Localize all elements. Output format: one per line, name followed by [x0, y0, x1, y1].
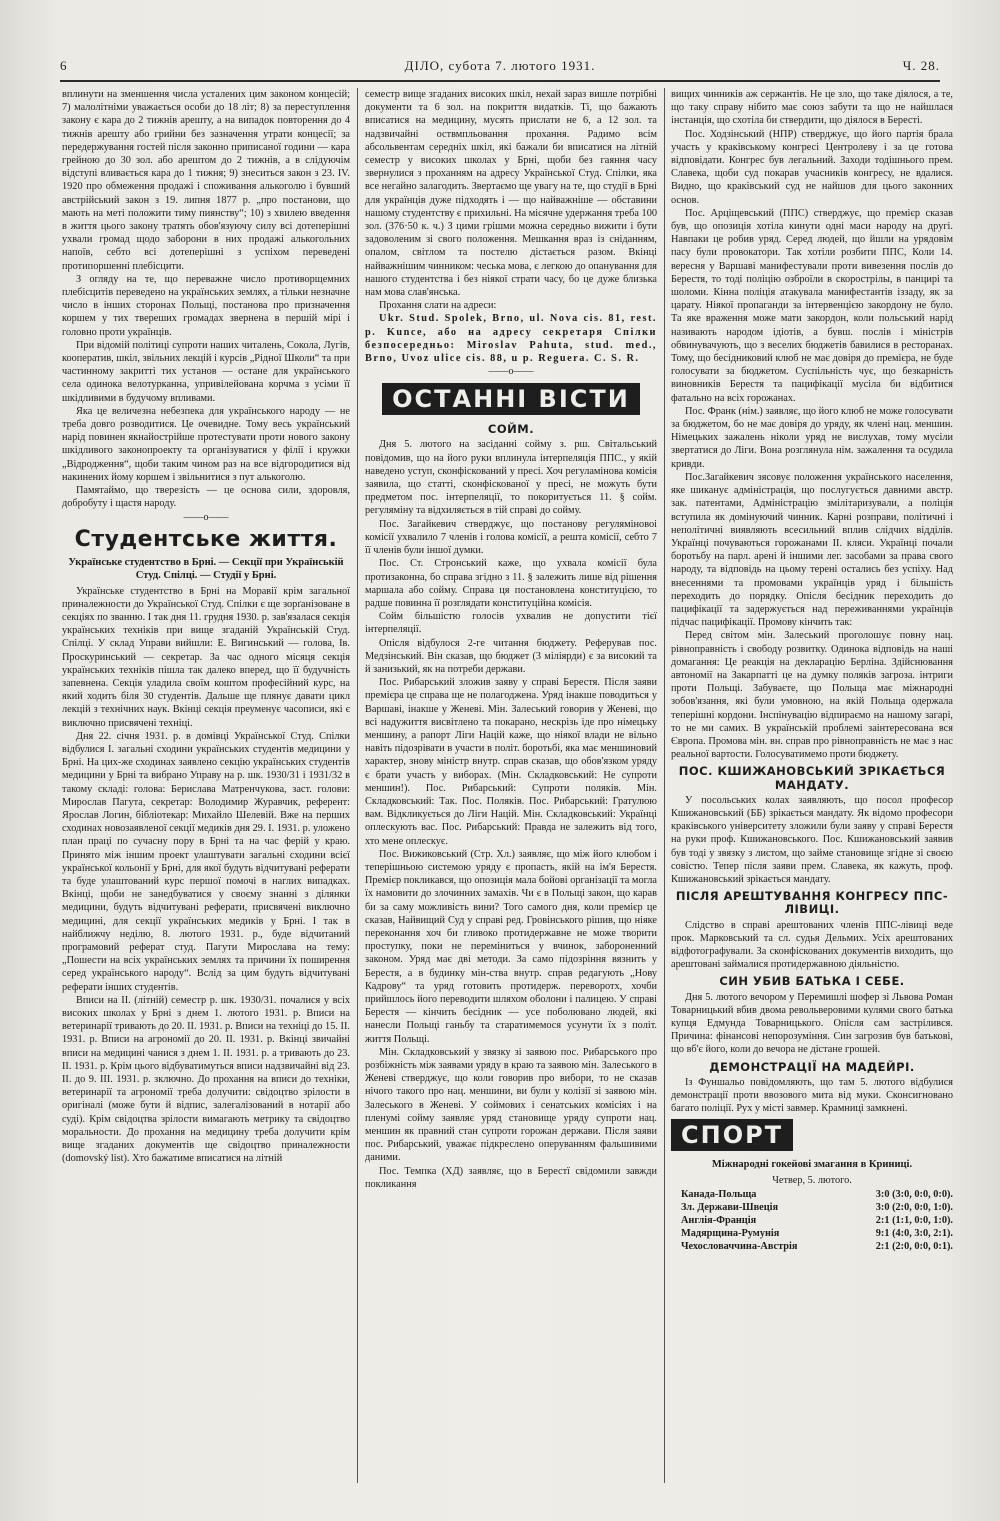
paragraph: Пос. Франк (нім.) заявляє, що його клюб не може голосувати за бюджетом, бо не має довіря до уряду, як члені нац. меншин. Німецьких зажалень ніколи уряд не вислухав, тому мусіли звертатися до Ліги. Вона розглянула нім. зажалення та осудила кривди. [671, 405, 953, 470]
paragraph: З огляду на те, що переважне число противорщемних плебісцитів переведено на українських землях, а тільки незначне число в інших сторонах Польщі, постанова про призначення коршем у тих твереших громадах звернена в першій мірі і головно проти українців. [62, 273, 350, 338]
match-name: Чехословаччина-Австрія [681, 1241, 798, 1253]
match-name: Англія-Франція [681, 1215, 757, 1227]
paragraph: Дня 5. лютого на засіданні сойму з. рш. Світальський повідомив, що на його руки вплинула інтерпеляція ППС., у якій наведено уступ, сконфіскований у пресі. Хоч регуламінова комісія заявила, що статті, сконфіскованої у пресі, не можуть бути предметом пос. інтерпеляції, то покоритується 11. § сойм. регуляміну та відхиляється в тій справі до сойму. [365, 439, 657, 517]
results-list [671, 1188, 953, 1254]
column-3 [671, 88, 953, 1508]
address: Ukr. Stud. Spolek, Brno, ul. Nova cis. 81, rest. p. Kunce, або на адресу секретаря Спілки безпосередньо: Miroslav Pahuta, stud. med., Brno, Uvoz ulice cis. 88, u p. Reguera. C. S. R. [365, 313, 657, 365]
sport-date: Четвер, 5. лютого. [772, 1175, 852, 1187]
paragraph: Прохання слати на адреси: [379, 300, 497, 312]
sport-banner: СПОРТ [671, 1119, 793, 1151]
match-name: Канада-Польща [681, 1188, 757, 1200]
issue-number: Ч. 28. [902, 58, 940, 73]
paragraph: Пос. Загайкевич стверджує, що постанову регуляміновоi комісії ухвалило 7 членів і голова комісії, а решта комісії, себто 7 її членів були іншої думки. [365, 518, 657, 557]
paragraph: Опісля відбулося 2-ге читання бюджету. Реферував пос. Медзінський. Він сказав, що бюджет (3 міліярди) є за високий та й занизький, як на потреби держави. [365, 637, 657, 675]
paragraph: Пос. Рибарський зложив заяву у справі Берестя. Після заяви премієра це справа ще не полагоджена. Уряд інакше поводиться у Варшаві, інакше у Женеві. Мін. Залеський говорив у Женеві, що всі надужиття висвітлено та покарано, нескрізь іде про німецьку меншину, а рапорт Ліги Націй каже, що ніякої влади не вільно навіть підозрівати в участи в політ. боротьбі, яка має меншиновий характер, знову міністр внутр. справ сказав, що обов'язком уряду є брати участь у виборах. (Мін. Складковський: Не супроти меншин!). Пос. Рибарський: Супроти поляків. Мін. Складковський: Так. Пос. Поляків. Пос. Рибарський: Гратулюю вам. Відкликується до Ліги Націй. Мін. Складковський: Українці оплескують вас. Пос. Рибарський: Правда не залежить від того, хто мене оплескує. [365, 677, 657, 847]
paragraph: Вписи на ІІ. (літній) семестр р. шк. 1930/31. почалися у всіх високих школах у Брні з днем 1. лютого 1931. р. Вписи на ветеринарії тривають до 20. ІІ. 1931. р. Вписи на техніці до 15. ІІ. 1931. р. Вписи на агрономії до 20. ІІ. 1931. р. Вкінці звичайні вписи на медицині чанися з днем 1. ІІ. 1931. р. а тривають до 23. ІІ. 1931. р. Крім цього відбуватимуться вписи надзвичайні від 23. ІІ. до 9. ІІІ. 1931. р. зключно. До прохання на вписи до техніки, ветеринарії та агрономії треба долучити: свідоцтво зрілости в оригіналі (може бути й відпис, залегалізований в нотарії або суді). Крім свідоцтва зрілости вимагають метрику та свідоцтво моральности. До прохання на медицину треба долучити крім вище згаданих документів ще свідоцтво приналежности (domovský list). Хто бажатиме вписатися на літній [62, 994, 350, 1165]
result-row [671, 1227, 953, 1240]
paragraph: Сойм більшістю голосів ухвалив не допустити тієї інтерпеляції. [365, 611, 657, 636]
paragraph: семестр вище згаданих високих шкіл, нехай зараз вишле потрібні документи та 6 зол. на покриття видатків. Ті, що бажають вписатися на медицину, мусять прислати не 6, а 12 зол. та надзвичайні оствмпльовання прохання. Радимо всім абсольвентам середніх шкіл, які бажали би вписатися на літній семестр у високих школах у Брні, щоби без гаяння часу звернулися з проханням на адресу Української Студ. Спілки, яка все негайно залагодить. Звертаємо ще увагу на те, що студії в Брні для українців дуже підходять і — що найважніше — обставини нашому студентству є прихильні. На місячне удержання треба 100 зол. (376·50 к. ч.) З цими грішми можна середньо вижити і бути задоволеним зі свого положення. Мешкання враз із сніданням, опалом, світлом та постелю дістається разом. Вкінці найважнішим чинником: чеська мова, є легкою до опанування для нашого студентства і без ніякої страти часу, бо це дуже близька нам мова слав'янська. [365, 89, 657, 299]
paragraph: У посольських колах заявляють, що посол професор Кшижановський (ББ) зрікається мандату. Як відомо професори краківського університету зложили були заяву у справі Берестя на руки проф. Кшижановського. Пос. Кшижановський заявив був тоді у звязку з листом, що займе становище згідне зі своєю совістю. Тепер після заяви прем. Славека, як кажуть, проф. Кшижановський зрікається мандату. [671, 794, 953, 885]
paragraph: вплинути на зменшення числа усталених цим законом концесій; 7) малолітніми уважається особи до 18 літ; 8) за переступлення закону є кара до 2 тижнів арешту, а на випадок повторення до 4 тижнів арешту або грийни без зазначення утрати концесії; за передержування гостей після законно приписаної години — кара грейною до 30 зол. або арештом до 2 тижнів, а в слідуючім відступі вливається кара до 1 тижня; 9) знеситься закон з 23. IV. 1920 про обмеження продажі і споживання алькоголю і бувший австрійський закон з 19. липня 1877 р. „про постанови, що мають на меті положити тиму пиянству“; 10) з хвилею введення в життя цього закону тратять обов'язуючу силу всі дотеперішні ухвали громад щодо заборони в них продажі алькогольних напоїв, себто всі дотеперішні з успіхом переведені протипоршенні плебісцити. [62, 89, 350, 272]
paragraph: Пос. Ст. Стронський каже, що ухвала комісії була протизаконна, бо справа згідно з 11. § залежить лише від рішення маршала або сойму. Справа ця постановлена конституцією, то радше повинна її розглядати конституційна комісія. [365, 558, 657, 609]
match-name: Зл. Держави-Швеція [681, 1201, 779, 1213]
headline-pps-arrest: ПІСЛЯ АРЕШТУВАННЯ КОНГРЕСУ ППС-ЛІВИЦІ. [675, 889, 949, 917]
sport-subtitle: Міжнародні гокейові змагання в Криниці. [711, 1159, 913, 1171]
headline-madeira: ДЕМОНСТРАЦІЇ НА МАДЕЙРІ. [709, 1059, 915, 1074]
column-divider [357, 88, 358, 1483]
paragraph: Памятаймо, що тверезість — це основа сили, здоровля, добробуту і щастя народу. [62, 485, 350, 510]
latest-news-banner: ОСТАННІ ВІСТИ [382, 383, 640, 415]
match-score: 3:0 (2:0, 0:0, 1:0). [875, 1201, 953, 1213]
header-rule [60, 80, 940, 82]
article-subtitle: Українське студентство в Брні. — Секції при Українській Студ. Спілці. — Студії у Брні. [68, 556, 344, 581]
paragraph: вищих чинників аж сержантів. Не це зло, що таке діялося, а те, що таку справу нібито має союз забути та що не найшлася інстанція, що схотіла би ствердити, що діялося в Бересті. [671, 89, 953, 127]
paragraph: Перед світом мін. Залеський проголошує повну нац. рівноправність і свободу розвитку. Одинока відповідь на наші домагання: Це реакція на декларацію Берліна. Здійснювання автономії на Закарпатті це на думку поляків загроза. інтриги проти Польщі. Забуваєте, що Польща має міжнародні зобов'язання, які були умовною, на якій Польща одержала теперішні кордони. Інспінувацію відпираємо на нашому загарі, то не ми самих. В українській проблемі заінтересована вся Європа. Промова мін. вн. справ про рівноправність не має з нас реальної вартости. Голосуватимемо проти бюджету. [671, 630, 953, 761]
page-number: 6 [60, 58, 68, 73]
paragraph: Пос. Вижиковський (Стр. Хл.) заявляє, що між його клюбом і теперішньою системою уряду є пропасть, якій на ім'я Берестя. Премієр покликався, що опозиція мала бойові організації та могла їх намовити до злочинних замахів. Чи є в Польщі закон, що карав би за саму можливість вини? Того самого дня, коли премієр це сказав, Найвищий Суд у справі ред. Гровінського рішив, що ніяке переконання хоч би гливоко протидержавне не може творити проступку, поки не переміниться у вчинок, забороненний законом. Уряд має дві методи. За само підозріння вязнить у Берестя, а в будинку мін-ства внутр. справ редагують „Нову Кадрову“ та уряд готовить протидерж. переворотх, хочби прийшлось його переводити шляхом оболони і палицею. У справі Берестя — кінчить бесідник — усе поболювано людей, які нанесли Польщі ганьбу та старатимемося усунути їх з політ. життя Польщі. [365, 848, 657, 1045]
paragraph: Яка це величезна небезпека для українського народу — не треба довго розводитися. Це очевидне. Тому весь український нарід повинен якнайострійше протестувати проти нового закону шкідливого законопроекту та організуватися у філії і кружки „Відродження“, щоби таким чином раз на все відгородитися від накинених йому коршем і звільнитися з пут алькоголю. [62, 405, 350, 483]
match-score: 9:1 (4:0, 3:0, 2:1). [875, 1228, 953, 1240]
result-row [671, 1240, 953, 1253]
column-1 [62, 88, 350, 1508]
divider-ornament: ——o—— [488, 366, 534, 378]
headline-kshyzhanovsky: ПОС. КШИЖАНОВСЬКИЙ ЗРІКАЄТЬСЯ МАНДАТУ. [678, 764, 946, 792]
divider-ornament: ——o—— [183, 511, 229, 523]
match-score: 2:1 (1:1, 0:0, 1:0). [875, 1215, 953, 1227]
sejm-heading: СОЙМ. [487, 422, 535, 437]
column-2 [365, 88, 657, 1508]
result-row [671, 1188, 953, 1201]
paragraph: Пос. Ходзінський (НПР) стверджує, що його партія брала участь у краківському конгресі Центролеву і за це готова відповідати. Конгрес був легальний. Заходи тодішнього прем. Славека, щоби суд покарав учасників конгресу, не вдалися. Видно, що краківський суд не найшов для цього законних основ. [671, 128, 953, 206]
column-divider [664, 88, 665, 1483]
paragraph: При відомій політиці супроти наших читалень, Сокола, Лугів, кооператив, шкіл, звільних лекцій і курсів „Рідної Школи“ та при частинному закритті тих установ — остане для українського села одинока велотурканна, упривілейована корчма з усіми її шкідливими в будучому впливами. [62, 339, 350, 404]
match-score: 2:1 (2:0, 0:0, 0:1). [875, 1241, 953, 1253]
paragraph: Мін. Складковський у звязку зі заявою пос. Рибарського про розбіжність між заявами уряду в краю та заявою мін. Залеського в Женеві стверджує, що коли говорив про вибори, то не сказав нічого такого про нац. меншини, ви були у колізії зі заявою мін. Залеського в Женеві. У соймових і сенатських комісіях і на пленумі сойму заявляє уряд становище уряду супроти нац. меншин як правний стан супроти горожан держави. Після заяви пос. Рибарський, уважає підкреслено оперуванням фальшивими даними. [365, 1046, 657, 1164]
headline-son-killed-father: СИН УБИВ БАТЬКА І СЕБЕ. [719, 974, 905, 989]
paragraph: Українське студентство в Брні на Моравії крім загальної приналежности до Української Студ. Спілки є ще зорґанізоване в секціях по званню. І так дня 11. грудня 1930. р. зав'язалася секція українських техніків при вище згаданій Українській Студ. Спілці. У склад Управи вийшли: Е. Вигинський — голова, Ів. Проскуринський — секретар. За час одного місяця секція українських техніків пішла так далеко вперед, що її будучність запевнена. Секція уладила своїм коштом професійний курс, на який ходить біля 30 студентів. Дальше ще плянує давати цикл лекцій з технічних наук. Вкінці секція преуменує часописи, які є виключно присвячені техніці. [62, 585, 350, 729]
masthead: ДІЛО, субота 7. лютого 1931. [404, 58, 596, 73]
paragraph: Пос.Загайкевич зясовує положення українського населення, яке шиканує адміністрація, що послугується давними австр. зак. патентами, Адміністрацію змілітаризували, а поліція вступила як домінуючий чинник. Карні розправи, політичні і неполітичні виявляють всесильний вплив слідчих відділів. Українці почуваються горожанами ІІ. кляси. Українці почали боротьбу на парл. арені й іншими лег. засобами за права свого народу, та відповідь на цьому терені остались без успіху. Над внесеннями та промовами українців уряд і більшість переходить до порядку. Опісля бесідник переходить до пацифікації та задержується над переживаннями українців підчас пацифікації. Промову кінчить так: [671, 471, 953, 629]
paragraph: Дня 22. січня 1931. р. в домівці Української Студ. Спілки відбулися І. загальні сходини українських студентів медицини у Брні. На цих-же сходинах заявлено секцію українських студентів медицини у Брні та вибрано Управу на р. шк. 1930/31 і 1931/32 в такому складі: голова: Берислава Матренчукова, заст. голови: Мирослав Пагута, секретар: Володимир Журавчик, референт: Ярослав Логин, бібліотекар: Михайло Шелевій. Вже на перших сходинах новозаявленої секції медиків дня 29. І. 1931. р. уложено план праці по сучасну пору в Брні та на час ферій у краю. Принято між іншим проект улаштувати загальні сходини всієї української кольонії у Брні, для якої будуть відчитувані реферати та буде улаштований курс першої помочі в наглих випадках. Вкінці, щоби не занедбуватися у своєму знанні з ділянки медицини, будуть відчитувані реферати, присвячені виключно медицині, для секції українських медиків у Брні. І так в найближчу неділю, 8. лютого 1931. р., буде відчитаний програмовий реферат студ. Пагути Мирослава на тему: „Пошести на всіх українських землях та причини їх поширення серед українського народу“. Вслід за цим будуть відчитувані реферати інших студентів. [62, 730, 350, 993]
paragraph: Пос. Темпка (ХД) заявляє, що в Берестї свідомили завжди покликання [365, 1165, 657, 1190]
paragraph: Слідство в справі арештованих членів ППС-лівиці веде прок. Марковський та сл. судья Дельмих. Усіх арештованих відфотографували. За сконфіскованих документів виходить, що арештовані займалися протидержавною діяльністю. [671, 919, 953, 971]
running-header [60, 58, 940, 80]
section-title-student-life: Студентське життя. [74, 526, 338, 552]
paragraph: Пос. Арціщевський (ППС) стверджує, що премієр сказав був, що опозиція хотіла кинути одні маси народу на другі. Навпаки це робив уряд. Серед людей, що йшли на урядовім пасу були провокатори. Так хотіли розбити ППС, Коли 14. вересня у Варшаві манифестували проти вивезення послів до Берестя, то тоді поліцію озброїли в скорострілы, в панцирі та шоломи. Кінна поліція атакувала манифестантів іззаду, як за царату. Ніякої пропаганди за інтервенцією закордону не було. Та яке враження може мати закордон, коли польський нарід називають народом ідіотів, а бувш. послів і міністрів обвинувачують, що з веселих бюджетів бавилися в ресторанах. Тому, що бесідниковий клюб не має довіря до премієра, не буде голосувати за бюджетом. Суспільність чує, що безкарність виновників Берестя та пацифікації мусіла би відбитися фатально на всіх горожанах. [671, 207, 953, 404]
paragraph: Дня 5. лютого вечором у Перемишлі шофер зі Львова Роман Товарницький вбив двома револьверовими кулями свого батька купця Едмунда Товарницького. Опісля сам застрілився. Причина: фінансові непорозуміння. Син загрозив був батькові, що вб'є його, коли до вечора не дістане грошей. [671, 991, 953, 1056]
paragraph: Із Фуншальо повідомляють, що там 5. лютого відбулися демонстрації проти ввозового мита від муки. Сконсигновано багато поліції. Рух у місті завмер. Крамниці замкнені. [671, 1076, 953, 1115]
match-name: Мадярщина-Румунія [681, 1228, 780, 1240]
result-row [671, 1201, 953, 1214]
result-row [671, 1214, 953, 1227]
match-score: 3:0 (3:0, 0:0, 0:0). [875, 1188, 953, 1200]
